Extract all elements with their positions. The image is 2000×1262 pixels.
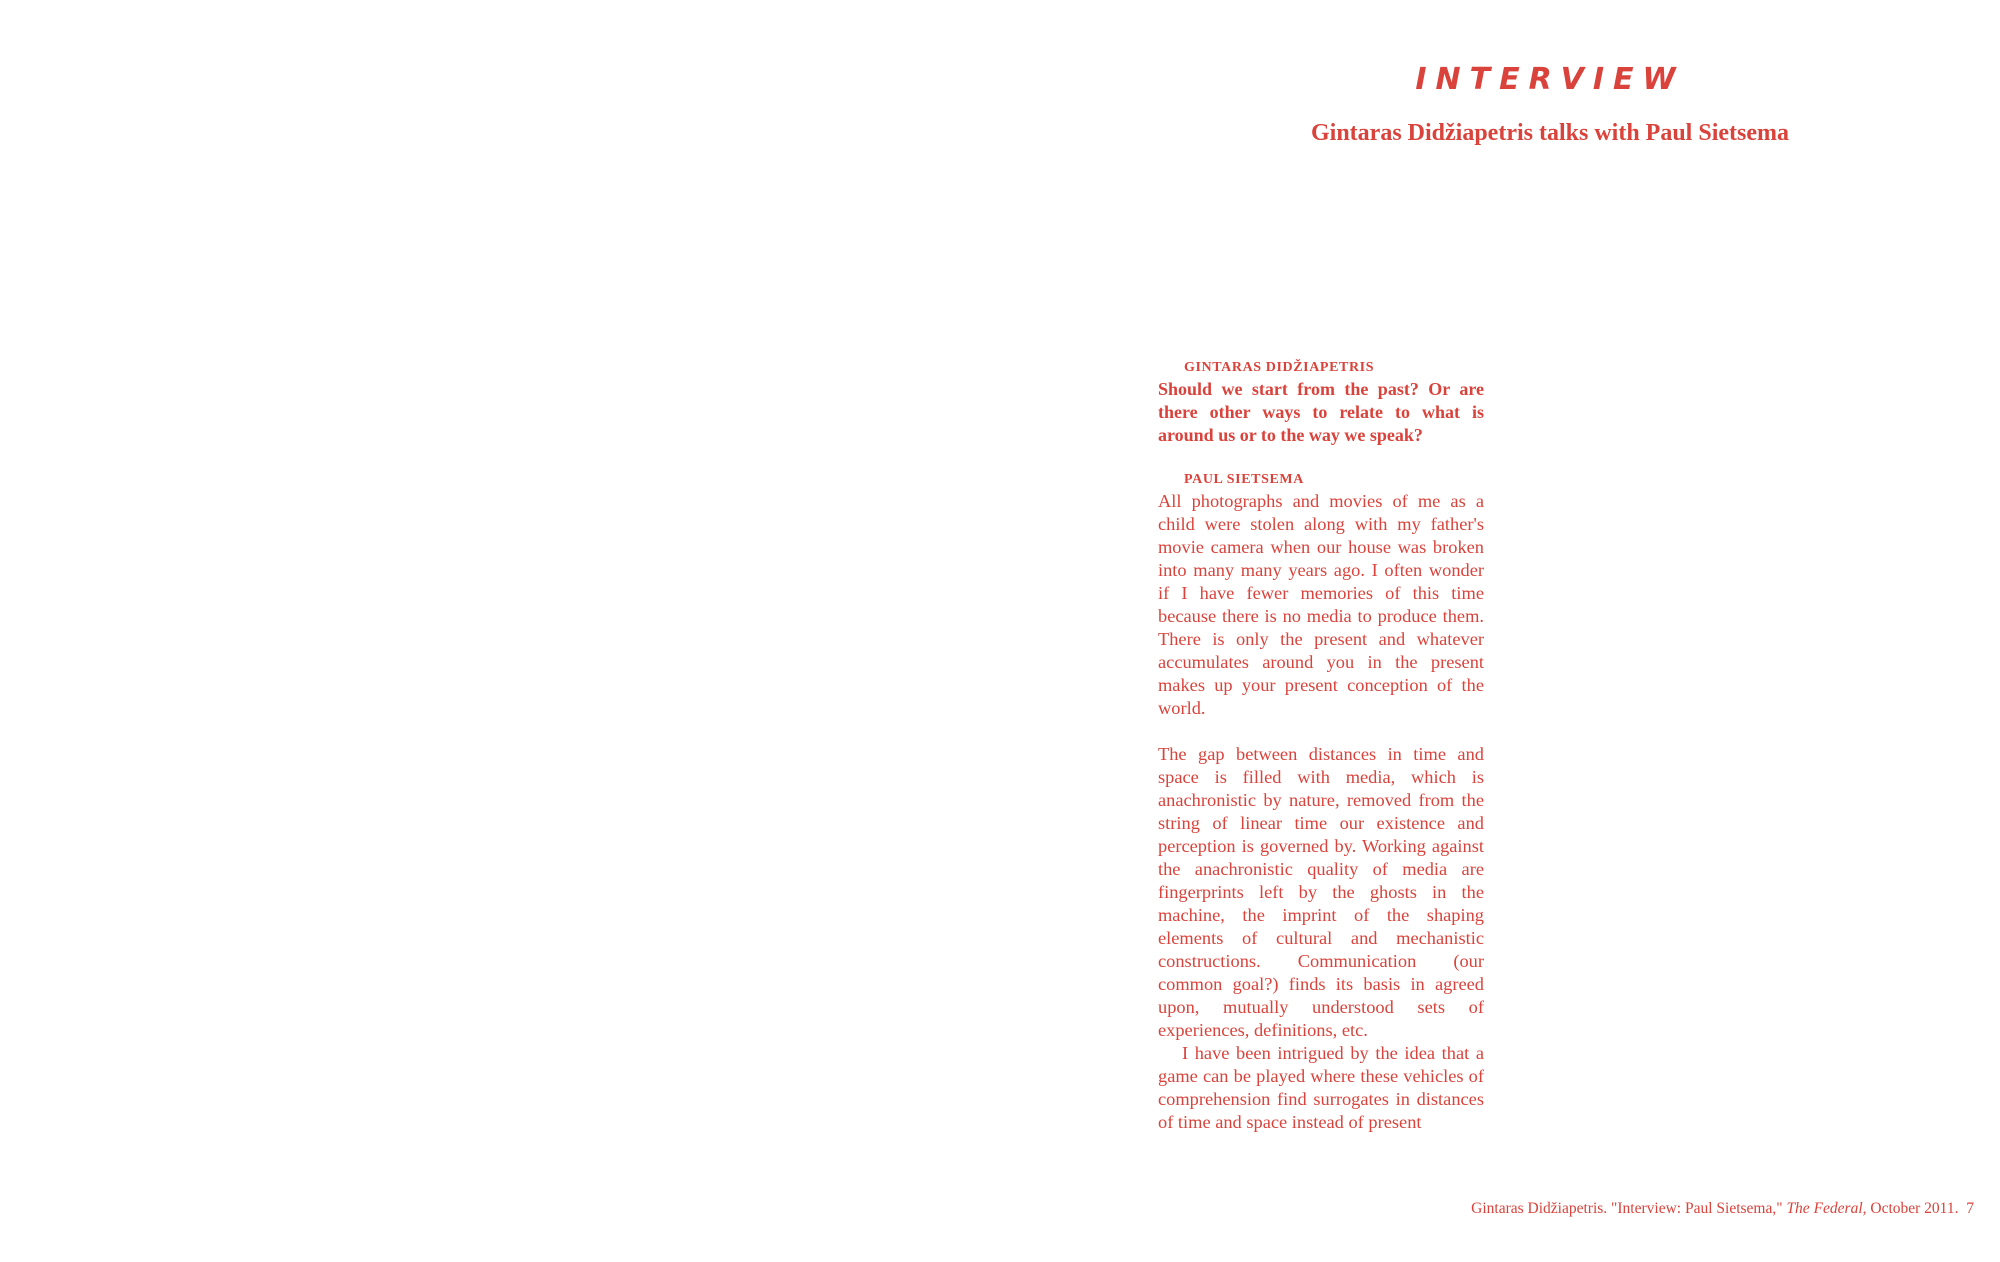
page-footer-citation [1471, 1200, 1974, 1218]
interview-question: Should we start from the past? Or are there other ways to relate to what is around us or to the way we speak? [1158, 379, 1484, 445]
citation-prefix: Gintaras Didžiapetris. "Interview: Paul Sietsema," [1471, 1200, 1787, 1217]
right-page [1000, 0, 2000, 1262]
speaker-name-paul: PAUL SIETSEMA [1184, 472, 1304, 487]
answer-paragraph-2: The gap between distances in time and space is filled with media, which is anachronistic by nature, removed from the string of linear time our existence and perception is governed by. Working against the anachronistic quality of media are fingerprints left by the ghosts in the machine, the imprint of the shaping elements of cultural and mechanistic constructions. Communication (our common goal?) finds its basis in agreed upon, mutually understood sets of experiences, definitions, etc. [1158, 744, 1484, 1040]
section-title: INTERVIEW [1415, 62, 1685, 97]
answer-paragraph-3: I have been intrigued by the idea that a game can be played where these vehicles of comprehension find surrogates in distances of time and space instead of present [1158, 1043, 1484, 1132]
answer-paragraph-1: All photographs and movies of me as a child were stolen along with my father's movie camera when our house was broken into many many years ago. I often wonder if I have fewer memories of this time because there is no media to produce them. There is only the present and whatever accumulates around you in the present makes up your present conception of the world. [1158, 491, 1484, 718]
speaker-name-gintaras: GINTARAS DIDŽIAPETRIS [1184, 360, 1375, 375]
citation-publication: The Federal, [1786, 1200, 1867, 1217]
citation-suffix: October 2011. [1866, 1200, 1959, 1217]
article-body [1158, 358, 1484, 1134]
page-number: 7 [1966, 1200, 1974, 1217]
article-subtitle: Gintaras Didžiapetris talks with Paul Sietsema [1311, 120, 1789, 146]
